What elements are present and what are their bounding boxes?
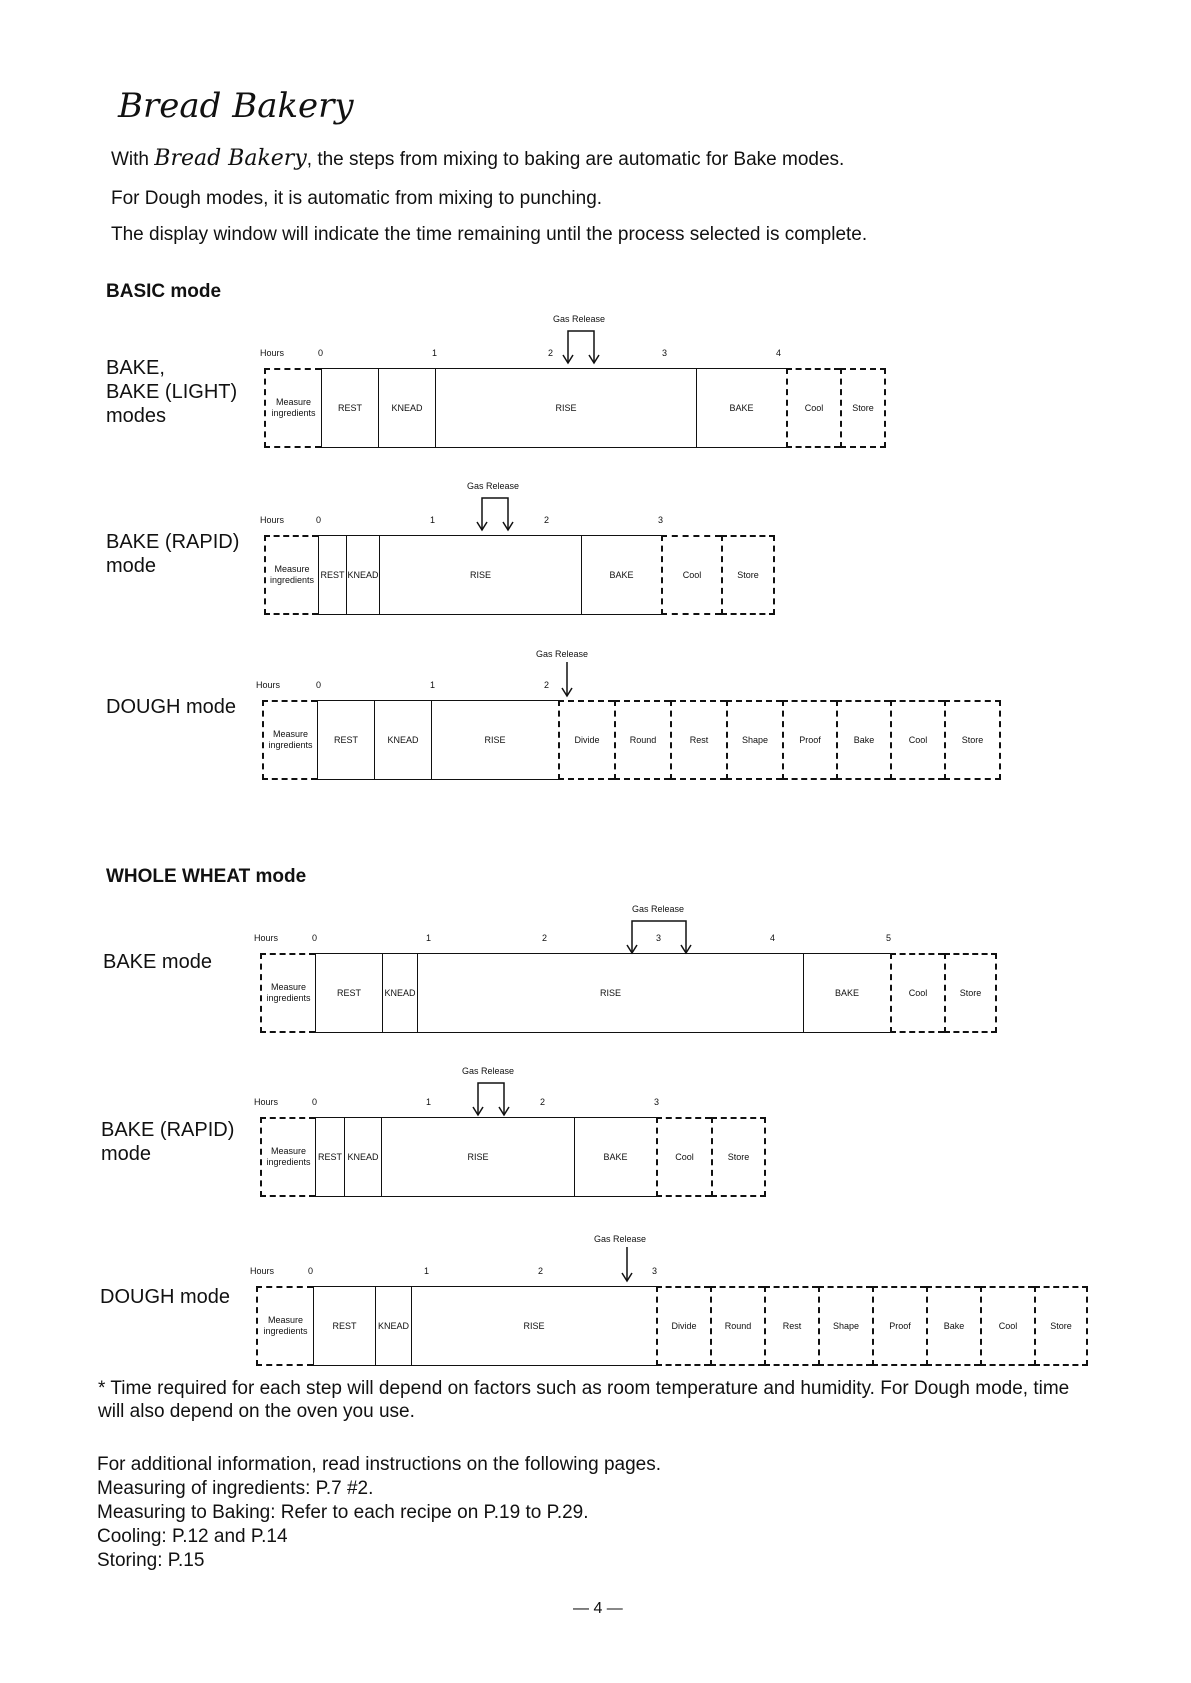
tick-1: 1 [426,1097,432,1107]
hours-label: Hours [256,680,281,690]
mode-label-ww-bake: BAKE mode [103,951,212,973]
mode-label-basic-rapid [106,530,239,578]
tick-1: 1 [432,348,438,358]
step-knead: KNEAD [346,535,379,615]
step-rise: RISE [379,535,581,615]
hours-label: Hours [250,1266,275,1276]
hours-label: Hours [260,515,285,525]
tick-1: 1 [426,933,432,943]
gas-release-label: Gas Release [594,1234,647,1244]
tick-0: 0 [312,933,318,943]
timeline-ww-rapid [254,1097,766,1197]
tick-4: 4 [770,933,776,943]
step-bake: BAKE [803,953,890,1033]
footnote-text: Time required for each step will depend on factors such as room temperature and humidity. For Dough mode, time will also depend on the oven you use. [98,1378,1070,1422]
tick-2: 2 [538,1266,544,1276]
step-bake: BAKE [581,535,661,615]
timeline-basic-dough [256,680,1037,780]
step-knead: KNEAD [344,1117,381,1197]
tick-0: 0 [308,1266,314,1276]
gas-release-label: Gas Release [462,1066,515,1076]
gas-release-arrow-icon [474,492,516,532]
mode-label-line: BAKE (RAPID) [106,531,240,553]
info-line: Cooling: P.12 and P.14 [97,1526,288,1547]
step-store: Store [1034,1286,1088,1366]
gas-release-label: Gas Release [467,481,520,491]
tick-2: 2 [542,933,548,943]
section-whole-wheat: WHOLE WHEAT mode [106,866,307,887]
info-line: Measuring to Baking: Refer to each recipe on P.19 to P.29. [97,1502,589,1523]
step-divide: Divide [558,700,614,780]
tick-4: 4 [776,348,782,358]
step-measure: Measure ingredients [256,1286,313,1366]
step-divide: Divide [656,1286,710,1366]
mode-label-line: BAKE, [106,357,165,379]
step-shape: Shape [818,1286,872,1366]
tick-5: 5 [886,933,892,943]
mode-label-line: mode [106,555,157,577]
step-knead: KNEAD [374,700,431,780]
step-bake: Bake [926,1286,980,1366]
timeline-basic-rapid [260,515,775,615]
hours-label: Hours [254,1097,279,1107]
step-cool: Cool [890,700,944,780]
tick-1: 1 [430,680,436,690]
step-rest: REST [318,535,346,615]
hours-label: Hours [260,348,285,358]
step-rise: RISE [435,368,696,448]
step-store: Store [944,700,1001,780]
tick-0: 0 [316,680,322,690]
tick-0: 0 [312,1097,318,1107]
step-rest: REST [321,368,378,448]
step-cool: Cool [980,1286,1034,1366]
step-knead: KNEAD [375,1286,411,1366]
tick-3: 3 [654,1097,660,1107]
step-measure: Measure ingredients [262,700,317,780]
page-title: Bread Bakery [118,86,354,126]
step-rise: RISE [381,1117,574,1197]
mode-label-line: mode [101,1143,152,1165]
step-store: Store [711,1117,766,1197]
timeline-ww-bake [254,933,997,1033]
gas-release-arrow-icon [470,1077,512,1117]
step-measure: Measure ingredients [264,535,318,615]
intro-line-1 [111,146,844,171]
tick-0: 0 [318,348,324,358]
step-bake: BAKE [574,1117,656,1197]
mode-label-line: BAKE (LIGHT) [106,381,238,403]
step-cool: Cool [890,953,944,1033]
step-proof: Proof [872,1286,926,1366]
step-store: Store [721,535,775,615]
gas-release-label: Gas Release [553,314,606,324]
step-rest: REST [315,953,382,1033]
intro-line-3: The display window will indicate the time remaining until the process selected is complete. [111,224,868,245]
tick-2: 2 [544,515,550,525]
step-rest-2: Rest [764,1286,818,1366]
gas-release-label: Gas Release [632,904,685,914]
step-rest: REST [313,1286,375,1366]
step-knead: KNEAD [382,953,417,1033]
hours-label: Hours [254,933,279,943]
tick-1: 1 [430,515,436,525]
intro-suffix: , the steps from mixing to baking are automatic for Bake modes. [306,149,845,170]
timeline-basic-bake [260,348,886,448]
step-measure: Measure ingredients [264,368,321,448]
step-store: Store [840,368,886,448]
step-store: Store [944,953,997,1033]
step-round: Round [614,700,670,780]
step-knead: KNEAD [378,368,435,448]
tick-1: 1 [424,1266,430,1276]
gas-release-label: Gas Release [536,649,589,659]
step-cool: Cool [786,368,840,448]
intro-prefix: With [111,149,149,170]
step-rise: RISE [431,700,558,780]
intro-brand: Bread Bakery [154,146,307,171]
step-measure: Measure ingredients [260,953,315,1033]
step-shape: Shape [726,700,782,780]
info-line: For additional information, read instructions on the following pages. [97,1454,661,1475]
section-basic: BASIC mode [106,281,222,302]
step-proof: Proof [782,700,836,780]
mode-label-ww-rapid [101,1118,234,1166]
step-bake: Bake [836,700,890,780]
mode-label-line: BAKE (RAPID) [101,1119,235,1141]
tick-2: 2 [540,1097,546,1107]
tick-2: 2 [544,680,550,690]
gas-release-arrow-icon [620,1245,634,1283]
mode-label-basic-dough: DOUGH mode [106,696,237,718]
gas-release-arrow-icon [560,325,602,365]
tick-3: 3 [656,933,662,943]
step-measure: Measure ingredients [260,1117,315,1197]
info-line: Storing: P.15 [97,1550,205,1571]
gas-release-arrow-icon [560,660,574,698]
footnote [98,1377,1098,1423]
step-bake: BAKE [696,368,786,448]
tick-3: 3 [652,1266,658,1276]
footnote-mark: * [98,1378,106,1399]
mode-label-basic-bake [106,356,237,428]
mode-label-line: modes [106,405,167,427]
tick-2: 2 [548,348,554,358]
info-line: Measuring of ingredients: P.7 #2. [97,1478,374,1499]
step-round: Round [710,1286,764,1366]
tick-0: 0 [316,515,322,525]
step-cool: Cool [661,535,721,615]
step-rest: REST [317,700,374,780]
step-rest: REST [315,1117,344,1197]
step-rise: RISE [411,1286,656,1366]
intro-line-2: For Dough modes, it is automatic from mixing to punching. [111,188,603,209]
timeline-ww-dough [250,1266,1120,1366]
page-number: — 4 — [573,1600,623,1617]
step-rest-2: Rest [670,700,726,780]
tick-3: 3 [662,348,668,358]
tick-3: 3 [658,515,664,525]
step-cool: Cool [656,1117,711,1197]
mode-label-ww-dough: DOUGH mode [100,1286,231,1308]
step-rise: RISE [417,953,803,1033]
